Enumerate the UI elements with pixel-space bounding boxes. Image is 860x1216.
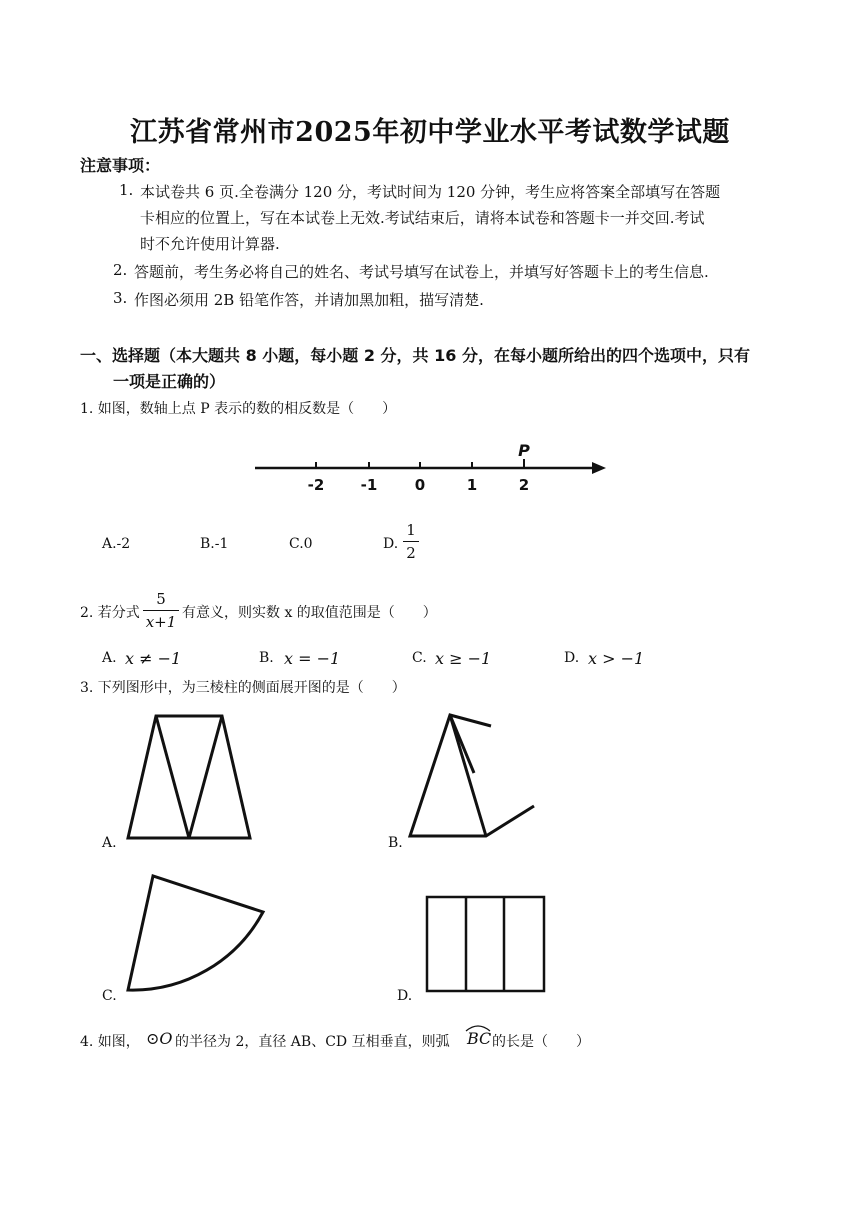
notice-item-text: 本试卷共 6 页.全卷满分 120 分，考试时间为 120 分钟，考生应将答案全部填写在答题 xyxy=(140,183,721,201)
notice-item-text: 作图必须用 2B 铅笔作答，并请加黑加粗，描写清楚. xyxy=(134,291,484,309)
option-b: B.-1 xyxy=(200,536,229,552)
page-title: 江苏省常州市2025年初中学业水平考试数学试题 xyxy=(130,117,730,148)
fraction-denominator: x+1 xyxy=(145,613,177,631)
axis-tick-label: 1 xyxy=(466,476,478,494)
axis-tick-label: 2 xyxy=(518,476,530,494)
option-b-expr: x = −1 xyxy=(284,649,341,668)
option-a-expr: x ≠ −1 xyxy=(125,649,182,668)
notice-item-text: 答题前，考生务必将自己的姓名、考试号填写在试卷上，并填写好答题卡上的考生信息. xyxy=(134,263,709,281)
point-p-label: P xyxy=(518,441,530,460)
option-b-label: B. xyxy=(259,650,274,666)
section-heading: 一、选择题（本大题共 8 小题，每小题 2 分，共 16 分，在每小题所给出的四个选项中，只有 xyxy=(80,346,750,365)
notice-heading: 注意事项： xyxy=(80,156,161,175)
question-2-stem-pre: 2. 若分式 xyxy=(80,605,140,621)
fraction-denominator: 2 xyxy=(406,544,416,562)
notice-item-text: 时不允许使用计算器. xyxy=(140,235,280,253)
fraction-numerator: 5 xyxy=(156,590,166,608)
section-heading-cont: 一项是正确的） xyxy=(113,372,226,391)
option-a-label: A. xyxy=(102,835,117,851)
option-d-expr: x > −1 xyxy=(588,649,645,668)
question-2-stem-post: 有意义，则实数 x 的取值范围是（ ） xyxy=(182,605,437,621)
question-4-stem-post: 的长是（ ） xyxy=(492,1034,590,1050)
notice-item-text: 卡相应的位置上，写在本试卷上无效.考试结束后，请将本试卷和答题卡一并交回.考试 xyxy=(140,209,705,227)
option-b-label: B. xyxy=(388,835,403,851)
option-d-label: D. xyxy=(397,988,413,1004)
option-c: C.0 xyxy=(289,536,313,552)
option-d-label: D. xyxy=(383,536,399,552)
question-4-stem-mid: 的半径为 2，直径 AB、CD 互相垂直，则弧 xyxy=(175,1034,450,1050)
question-1-stem: 1. 如图，数轴上点 P 表示的数的相反数是（ ） xyxy=(80,401,397,417)
fraction-numerator: 1 xyxy=(406,521,416,539)
arc-symbol xyxy=(465,1024,491,1032)
option-d-label: D. xyxy=(564,650,580,666)
question-4-stem-pre: 4. 如图， xyxy=(80,1034,140,1050)
arc-label: BC xyxy=(467,1029,492,1048)
notice-item-number: 1. xyxy=(119,181,134,199)
option-a-label: A. xyxy=(102,650,117,666)
question-3-stem: 3. 下列图形中，为三棱柱的侧面展开图的是（ ） xyxy=(80,680,406,696)
option-c-expr: x ≥ −1 xyxy=(435,649,492,668)
notice-item-number: 3. xyxy=(113,289,128,307)
option-c-label: C. xyxy=(412,650,427,666)
notice-item-number: 2. xyxy=(113,261,128,279)
circle-symbol: ⊙O xyxy=(146,1029,173,1048)
option-c-label: C. xyxy=(102,988,117,1004)
axis-tick-label: -1 xyxy=(360,476,378,494)
option-a: A.-2 xyxy=(102,536,131,552)
axis-tick-label: 0 xyxy=(414,476,426,494)
axis-tick-label: -2 xyxy=(307,476,325,494)
